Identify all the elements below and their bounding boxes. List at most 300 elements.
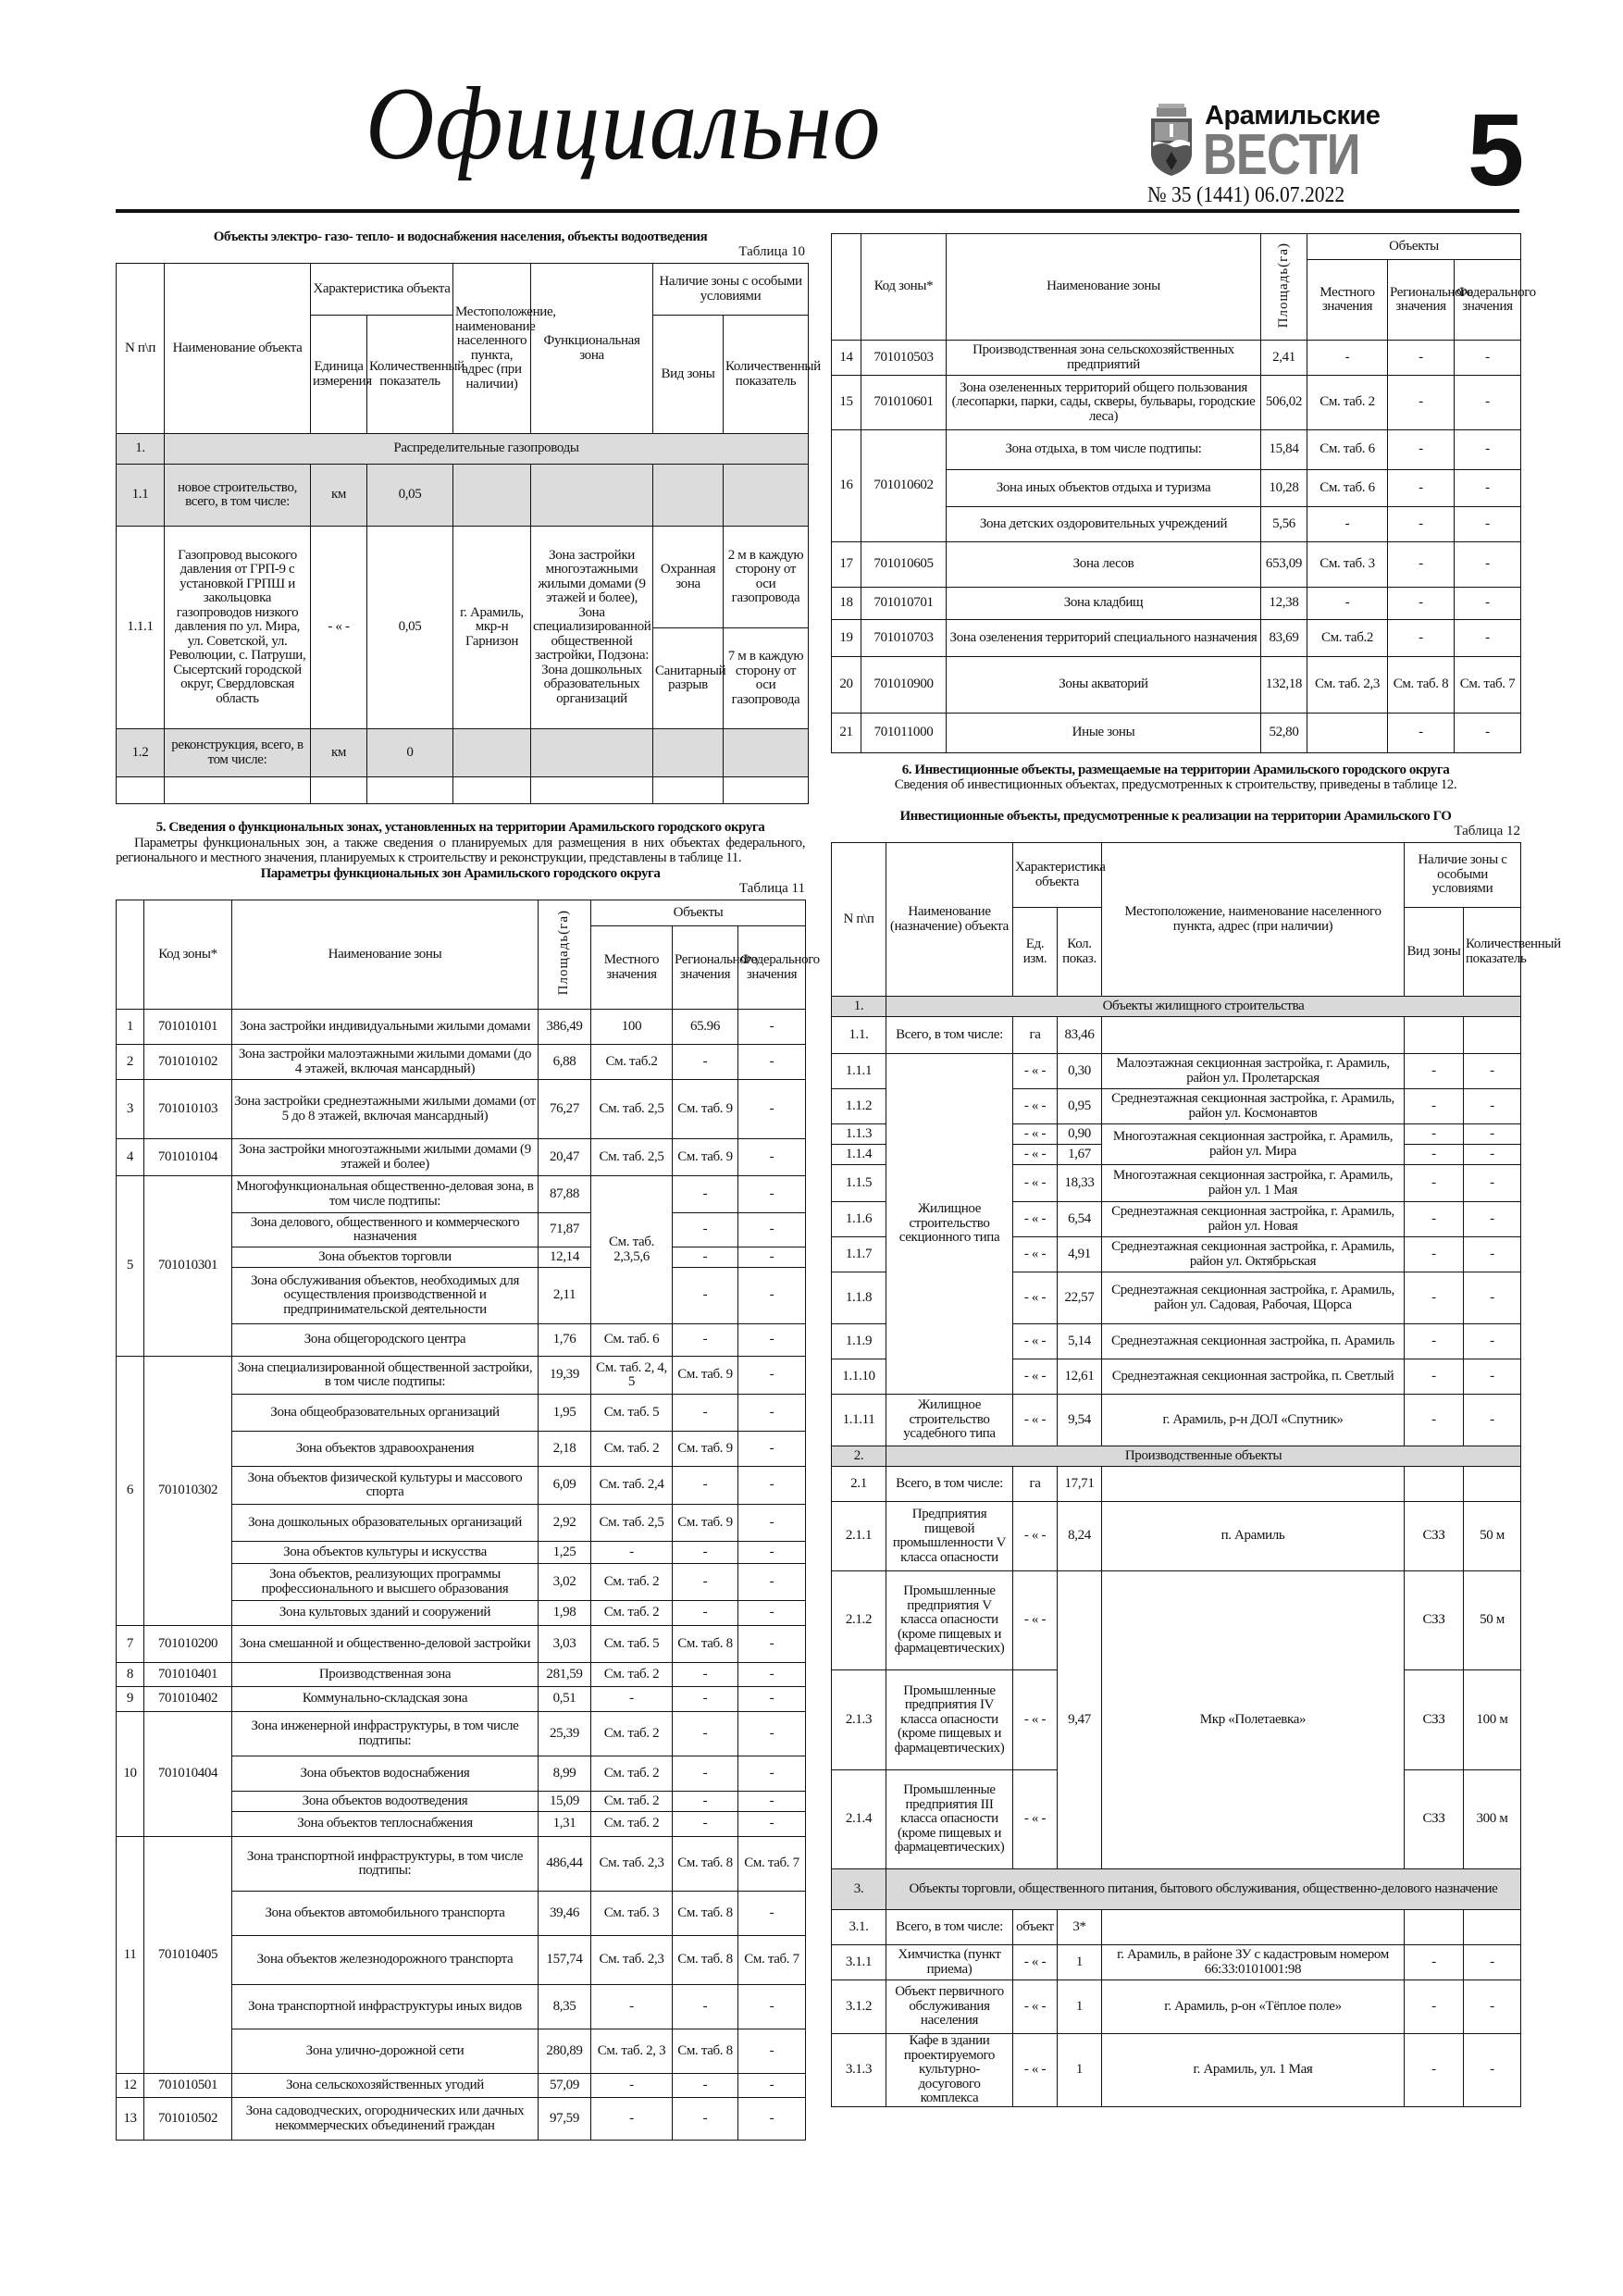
table-cell: 1,95 — [539, 1395, 591, 1432]
table-cell: - — [673, 1756, 738, 1792]
table-cell — [724, 465, 809, 527]
table-cell: - « - — [1013, 1670, 1058, 1770]
table-cell: 4,91 — [1058, 1237, 1102, 1272]
row-number-cell: Зона объектов, реализующих программы профессионального и высшего образования — [232, 1564, 539, 1601]
table-cell: 701010703 — [861, 620, 947, 657]
row-number-cell: 20 — [832, 657, 861, 714]
table-cell: См. таб. 8 — [673, 1837, 738, 1892]
table-cell: - « - — [1013, 1945, 1058, 1980]
table-cell: - — [1455, 341, 1521, 376]
table-11 — [116, 900, 820, 2141]
table-cell: - — [738, 1663, 806, 1687]
table-cell — [311, 777, 367, 804]
table-cell: - — [1455, 620, 1521, 657]
table-cell: 12,61 — [1058, 1359, 1102, 1395]
row-number-cell: 1. — [832, 997, 886, 1017]
table-cell: - — [1388, 542, 1455, 588]
column-header: Код зоны* — [861, 234, 947, 341]
table-row — [117, 777, 809, 804]
table-cell: См. таб. 2,3 — [1307, 657, 1388, 714]
row-number-cell: Зона культовых зданий и сооружений — [232, 1601, 539, 1626]
table-cell: 65.96 — [673, 1010, 738, 1045]
table-cell: - — [1405, 1054, 1464, 1089]
table-cell: 9,47 — [1058, 1571, 1102, 1869]
row-number-cell: 1.1.1 — [117, 527, 165, 729]
table-cell: Коммунально-складская зона — [232, 1687, 539, 1712]
table-row — [117, 434, 809, 465]
column-header-label: Площадь(га) — [556, 910, 572, 996]
table-row — [832, 2034, 1521, 2107]
header-rule — [116, 209, 1519, 213]
table-cell: 19,39 — [539, 1357, 591, 1395]
row-number-cell: Зона объектов железнодорожного транспорта — [232, 1936, 539, 1985]
table-cell: 653,09 — [1261, 542, 1307, 588]
table-cell: 2,18 — [539, 1432, 591, 1467]
table-cell: - — [591, 1687, 673, 1712]
table-cell: 701010103 — [144, 1080, 232, 1139]
table-cell: Среднеэтажная секционная застройка, г. Арамиль, район ул. Октябрьская — [1102, 1237, 1405, 1272]
issue-info: № 35 (1441) 06.07.2022 — [1147, 183, 1345, 207]
table-cell: См. таб. 8 — [673, 1892, 738, 1936]
table-cell: 12,38 — [1261, 588, 1307, 620]
table-cell: - « - — [1013, 1571, 1058, 1670]
table-cell — [1405, 1467, 1464, 1502]
table-cell: Зона садоводческих, огороднических или дачных некоммерческих объединений граждан — [232, 2098, 539, 2141]
table-cell — [653, 729, 724, 777]
table-cell: га — [1013, 1017, 1058, 1054]
row-number-cell: 9 — [117, 1687, 144, 1712]
row-number-cell: Зона объектов здравоохранения — [232, 1432, 539, 1467]
table-row — [117, 1687, 806, 1712]
row-number-cell: Зона детских оздоровительных учреждений — [947, 507, 1261, 542]
section-title: Официально — [365, 67, 882, 181]
section5-heading: 5. Сведения о функциональных зонах, установленных на территории Арамильского городского округа — [155, 820, 765, 835]
column-header: Наличие зоны с особыми условиями — [653, 264, 809, 316]
row-number-cell: 1.2 — [117, 729, 165, 777]
table-cell: Зона кладбищ — [947, 588, 1261, 620]
table-cell: - — [738, 1812, 806, 1837]
row-number-cell: 13 — [117, 2098, 144, 2141]
table-cell: 18,33 — [1058, 1165, 1102, 1202]
table-row — [117, 1176, 806, 1213]
row-number-cell: 3.1.1 — [832, 1945, 886, 1980]
column-header: Наименование объекта — [165, 264, 311, 434]
table-cell: 701010605 — [861, 542, 947, 588]
table-cell — [1102, 1910, 1405, 1945]
table-cell: Зона застройки многоэтажными жилыми домами (9 этажей и более) — [232, 1139, 539, 1176]
table-cell: 1,31 — [539, 1812, 591, 1837]
table-cell: - — [673, 1467, 738, 1505]
table-cell: - — [738, 1080, 806, 1139]
table-cell: 1,67 — [1058, 1145, 1102, 1165]
table-cell: - « - — [1013, 1980, 1058, 2034]
table-cell: См. таб. 5 — [591, 1395, 673, 1432]
table-cell: - « - — [1013, 1272, 1058, 1324]
table-cell: - — [1388, 620, 1455, 657]
table-cell: - — [1464, 1237, 1521, 1272]
row-number-cell: Зона общегородского центра — [232, 1324, 539, 1357]
table-cell — [1464, 1467, 1521, 1502]
table-cell: - — [673, 1687, 738, 1712]
table-cell: СЗЗ — [1405, 1502, 1464, 1571]
table-cell: 506,02 — [1261, 376, 1307, 430]
table-row — [832, 1054, 1521, 1089]
table-cell: - — [1455, 542, 1521, 588]
table-cell — [453, 777, 531, 804]
table-cell: - « - — [1013, 1089, 1058, 1124]
table-cell: 50 м — [1464, 1571, 1521, 1670]
table-cell: Мкр «Полетаевка» — [1102, 1571, 1405, 1869]
table-cell: г. Арамиль, мкр-н Гарнизон — [453, 527, 531, 729]
table-cell: 17,71 — [1058, 1467, 1102, 1502]
table-cell: 100 м — [1464, 1670, 1521, 1770]
table-cell: - — [738, 1756, 806, 1792]
row-number-cell: Зона объектов теплоснабжения — [232, 1812, 539, 1837]
row-number-cell: 1. — [117, 434, 165, 465]
table-cell: - — [1388, 714, 1455, 753]
table10-label: Таблица 10 — [738, 244, 805, 259]
table-cell: Зона смешанной и общественно-деловой застройки — [232, 1626, 539, 1663]
row-number-cell: 5 — [117, 1176, 144, 1357]
table-cell: Многоэтажная секционная застройка, г. Арамиль, район ул. Мира — [1102, 1124, 1405, 1165]
row-number-cell: 4 — [117, 1139, 144, 1176]
table-row — [117, 2074, 806, 2098]
table-cell: См. таб. 2,5 — [591, 1080, 673, 1139]
table-cell: 386,49 — [539, 1010, 591, 1045]
table-cell: 10,28 — [1261, 470, 1307, 507]
row-number-cell: 10 — [117, 1712, 144, 1837]
row-number-cell: Зона улично-дорожной сети — [232, 2029, 539, 2074]
table-cell: 701010501 — [144, 2074, 232, 2098]
row-number-cell: 1.1.5 — [832, 1165, 886, 1202]
table-cell: Охранная зона — [653, 527, 724, 628]
table-cell: См. таб. 2,5 — [591, 1139, 673, 1176]
row-number-cell: 1.1.2 — [832, 1089, 886, 1124]
row-number-cell: Зона объектов торговли — [232, 1247, 539, 1268]
table-row — [832, 1980, 1521, 2034]
table-cell — [165, 777, 311, 804]
table10-block — [116, 230, 821, 804]
table-cell: 2,92 — [539, 1505, 591, 1542]
table-cell: - — [738, 1247, 806, 1268]
table-row — [832, 657, 1521, 714]
table-cell: 701010301 — [144, 1176, 232, 1357]
table-cell: - — [591, 2074, 673, 2098]
table-cell: См. таб. 2,4 — [591, 1467, 673, 1505]
table-cell: - — [738, 1792, 806, 1812]
table-cell: Промышленные предприятия III класса опасности (кроме пищевых и фармацевтических) — [886, 1770, 1013, 1869]
row-number-cell: 1.1. — [832, 1017, 886, 1054]
table-cell: - — [1307, 588, 1388, 620]
table-cell: См. таб. 8 — [673, 2029, 738, 2074]
table-cell: - — [738, 1712, 806, 1756]
table-cell: См. таб. 8 — [1388, 657, 1455, 714]
table-cell: - « - — [1013, 1502, 1058, 1571]
table-row — [117, 465, 809, 527]
row-number-cell: 3. — [832, 1869, 886, 1910]
table-cell: СЗЗ — [1405, 1571, 1464, 1670]
table-cell: Зона застройки среднеэтажными жилыми домами (от 5 до 8 этажей, включая мансардный) — [232, 1080, 539, 1139]
table-cell: 87,88 — [539, 1176, 591, 1213]
column-header: Вид зоны — [1405, 908, 1464, 997]
table-cell: Многофункциональная общественно-деловая зона, в том числе подтипы: — [232, 1176, 539, 1213]
table-cell: Зона специализированной общественной застройки, в том числе подтипы: — [232, 1357, 539, 1395]
row-number-cell: 1.1.6 — [832, 1202, 886, 1237]
table-cell: См. таб. 2,3 — [591, 1936, 673, 1985]
table-cell: км — [311, 465, 367, 527]
table-row — [832, 1571, 1521, 1670]
table-cell: См. таб. 9 — [673, 1357, 738, 1395]
table-cell: Промышленные предприятия V класса опасности (кроме пищевых и фармацевтических) — [886, 1571, 1013, 1670]
table-cell: - — [738, 1687, 806, 1712]
table-cell: Среднеэтажная секционная застройка, п. Арамиль — [1102, 1324, 1405, 1359]
table-cell: 3* — [1058, 1910, 1102, 1945]
table-cell: См. таб. 9 — [673, 1505, 738, 1542]
table-cell: 0 — [367, 729, 453, 777]
table-cell: 300 м — [1464, 1770, 1521, 1869]
table-cell: - « - — [1013, 1359, 1058, 1395]
column-header: Наименование зоны — [947, 234, 1261, 341]
table-cell: - « - — [1013, 1054, 1058, 1089]
table-cell: См. таб. 2,3,5,6 — [591, 1176, 673, 1324]
table-cell: 3,03 — [539, 1626, 591, 1663]
table-cell: - — [738, 1432, 806, 1467]
table-cell: - — [1388, 376, 1455, 430]
column-header: Наименование зоны — [232, 900, 539, 1010]
table-row — [832, 1502, 1521, 1571]
table-cell: 157,74 — [539, 1936, 591, 1985]
column-header: Характеристика объекта — [311, 264, 453, 316]
table-cell: 701010302 — [144, 1357, 232, 1626]
table-cell — [531, 777, 653, 804]
table-row — [117, 1357, 806, 1395]
row-number-cell: 8 — [117, 1663, 144, 1687]
table-cell: 5,56 — [1261, 507, 1307, 542]
table-cell: Производственная зона сельскохозяйственных предприятий — [947, 341, 1261, 376]
table-cell: Зона отдыха, в том числе подтипы: — [947, 430, 1261, 470]
table-cell: См. таб. 2 — [591, 1564, 673, 1601]
table-cell: - — [1464, 1272, 1521, 1324]
row-number-cell: 6 — [117, 1357, 144, 1626]
table-cell: 1 — [1058, 1945, 1102, 1980]
table-cell: - — [1455, 430, 1521, 470]
table-cell: 1,25 — [539, 1542, 591, 1564]
row-number-cell: 2.1 — [832, 1467, 886, 1502]
table12-title: Инвестиционные объекты, предусмотренные к реализации на территории Арамильского ГО — [899, 809, 1452, 824]
table-cell: - — [1388, 470, 1455, 507]
table-cell: - — [1405, 1165, 1464, 1202]
table-cell: 0,05 — [367, 527, 453, 729]
table-cell — [1307, 714, 1388, 753]
row-number-cell: 11 — [117, 1837, 144, 2074]
header-row — [117, 264, 809, 316]
row-number-cell: 3.1. — [832, 1910, 886, 1945]
table-cell: - « - — [1013, 1237, 1058, 1272]
table-cell: 701010602 — [861, 430, 947, 542]
row-number-cell: 1.1 — [117, 465, 165, 527]
table-row — [832, 714, 1521, 753]
table-cell: Зона застройки малоэтажными жилыми домами (до 4 этажей, включая мансардный) — [232, 1045, 539, 1080]
table-cell: Зона озелененных территорий общего пользования (лесопарки, парки, сады, скверы, бульвары, городские леса) — [947, 376, 1261, 430]
table-row — [117, 1626, 806, 1663]
table-cell: - — [738, 1505, 806, 1542]
table-cell — [1102, 1017, 1405, 1054]
column-header: Объекты — [591, 900, 806, 926]
table-row — [832, 430, 1521, 470]
table-cell: 57,09 — [539, 2074, 591, 2098]
table-cell: Зона инженерной инфраструктуры, в том числе подтипы: — [232, 1712, 539, 1756]
newspaper-logo-top: Арамильские — [1205, 101, 1381, 130]
table-cell: - — [1464, 1359, 1521, 1395]
table-cell: См. таб. 2 — [591, 1812, 673, 1837]
table-row — [117, 1010, 806, 1045]
table-cell: 52,80 — [1261, 714, 1307, 753]
table-cell: - — [673, 1213, 738, 1247]
table-cell: - — [738, 1045, 806, 1080]
table-cell: - — [738, 1176, 806, 1213]
section6-paragraph: Сведения об инвестиционных объектах, предусмотренных к строительству, приведены в таблице 12. — [894, 777, 1457, 792]
table-cell: См. таб. 6 — [1307, 430, 1388, 470]
table-cell: СЗЗ — [1405, 1670, 1464, 1770]
table-cell: 3,02 — [539, 1564, 591, 1601]
table-cell: Объекты торговли, общественного питания, бытового обслуживания, общественно-делового назначение — [886, 1869, 1521, 1910]
table-cell: См. таб. 2 — [1307, 376, 1388, 430]
table-cell: 6,09 — [539, 1467, 591, 1505]
table-cell: - — [1405, 1395, 1464, 1446]
row-number-cell: 1 — [117, 1010, 144, 1045]
table-cell: реконструкция, всего, в том числе: — [165, 729, 311, 777]
table-cell: См. таб. 2 — [591, 1756, 673, 1792]
column-header: Местного значения — [1307, 260, 1388, 341]
row-number-cell: 1.1.10 — [832, 1359, 886, 1395]
row-number-cell: 3.1.3 — [832, 2034, 886, 2107]
table-row — [117, 1663, 806, 1687]
table-cell: 5,14 — [1058, 1324, 1102, 1359]
table-cell: - — [673, 1324, 738, 1357]
table-cell: - — [1405, 1324, 1464, 1359]
row-number-cell: Зона иных объектов отдыха и туризма — [947, 470, 1261, 507]
table-cell: 486,44 — [539, 1837, 591, 1892]
table-cell: новое строительство, всего, в том числе: — [165, 465, 311, 527]
column-header: Объекты — [1307, 234, 1521, 260]
table-cell: 0,30 — [1058, 1054, 1102, 1089]
table-cell: 15,84 — [1261, 430, 1307, 470]
table-cell: См. таб. 2,3 — [591, 1837, 673, 1892]
table-cell: - — [673, 1247, 738, 1268]
row-number-cell: 2.1.2 — [832, 1571, 886, 1670]
table-cell — [653, 777, 724, 804]
row-number-cell: Зона объектов культуры и искусства — [232, 1542, 539, 1564]
table-row — [117, 1045, 806, 1080]
table-cell: См. таб. 9 — [673, 1080, 738, 1139]
row-number-cell: Зона объектов водоснабжения — [232, 1756, 539, 1792]
column-header: Местоположение, наименование населенного пункта, адрес (при наличии) — [453, 264, 531, 434]
table-cell: - — [738, 2098, 806, 2141]
table-cell: См. таб. 2 — [591, 1601, 673, 1626]
table-cell: Распределительные газопроводы — [165, 434, 809, 465]
table-cell: Среднеэтажная секционная застройка, п. Светлый — [1102, 1359, 1405, 1395]
table-cell: - « - — [1013, 1145, 1058, 1165]
table-cell: - « - — [1013, 1395, 1058, 1446]
table-row — [117, 527, 809, 628]
table-row — [832, 620, 1521, 657]
table-cell: - « - — [311, 527, 367, 729]
column-header: N п\п — [117, 264, 165, 434]
coat-of-arms-icon — [1147, 104, 1196, 178]
table-cell: - — [1307, 507, 1388, 542]
table-cell: 12,14 — [539, 1247, 591, 1268]
table-cell — [1464, 1017, 1521, 1054]
table-cell: 2,11 — [539, 1268, 591, 1324]
table-cell: 281,59 — [539, 1663, 591, 1687]
newspaper-logo-main: ВЕСТИ — [1203, 123, 1360, 187]
column-header — [1261, 234, 1307, 341]
table-cell: Многоэтажная секционная застройка, г. Арамиль, район ул. 1 Мая — [1102, 1165, 1405, 1202]
table-cell: 280,89 — [539, 2029, 591, 2074]
table-cell: Зона застройки индивидуальными жилыми домами — [232, 1010, 539, 1045]
table-cell: г. Арамиль, ул. 1 Мая — [1102, 2034, 1405, 2107]
table-cell: 15,09 — [539, 1792, 591, 1812]
table-row — [117, 1837, 806, 1892]
table-cell: - — [1464, 2034, 1521, 2107]
section-row — [832, 1446, 1521, 1467]
section6-heading: 6. Инвестиционные объекты, размещаемые на территории Арамильского городского округа — [901, 763, 1450, 777]
table-cell: Среднеэтажная секционная застройка, г. Арамиль, район ул. Садовая, Рабочая, Щорса — [1102, 1272, 1405, 1324]
table-cell: См. таб.2 — [1307, 620, 1388, 657]
table-cell: Всего, в том числе: — [886, 1910, 1013, 1945]
table-cell: 2,41 — [1261, 341, 1307, 376]
row-number-cell: Зона объектов водоотведения — [232, 1792, 539, 1812]
table-cell: Промышленные предприятия IV класса опасности (кроме пищевых и фармацевтических) — [886, 1670, 1013, 1770]
table-cell: Производственная зона — [232, 1663, 539, 1687]
table-cell: 0,95 — [1058, 1089, 1102, 1124]
table-cell: 6,54 — [1058, 1202, 1102, 1237]
table-row — [117, 1080, 806, 1139]
table-cell: 701011000 — [861, 714, 947, 753]
table-cell: 71,87 — [539, 1213, 591, 1247]
table-cell: 50 м — [1464, 1502, 1521, 1571]
table-cell: га — [1013, 1467, 1058, 1502]
table-cell: - — [1464, 1980, 1521, 2034]
table-cell: - — [591, 1985, 673, 2029]
column-header: Федерального значения — [738, 926, 806, 1010]
table-cell: - « - — [1013, 1165, 1058, 1202]
table-cell: - — [673, 1176, 738, 1213]
table-cell: 39,46 — [539, 1892, 591, 1936]
table-cell: 83,46 — [1058, 1017, 1102, 1054]
table-cell: - — [673, 1792, 738, 1812]
row-number-cell: 2.1.1 — [832, 1502, 886, 1571]
table-cell: - — [1464, 1395, 1521, 1446]
table-cell: СЗЗ — [1405, 1770, 1464, 1869]
table-cell: - — [673, 1985, 738, 2029]
column-header: Наличие зоны с особыми условиями — [1405, 843, 1521, 908]
table10-title: Объекты электро- газо- тепло- и водоснабжения населения, объекты водоотведения — [213, 230, 708, 244]
table-cell: - — [1464, 1945, 1521, 1980]
table-cell: 0,05 — [367, 465, 453, 527]
column-header — [117, 900, 144, 1010]
table-row — [832, 1910, 1521, 1945]
table-row — [832, 341, 1521, 376]
row-number-cell: 7 — [117, 1626, 144, 1663]
table-cell: См. таб. 3 — [591, 1892, 673, 1936]
column-header: Местоположение, наименование населенного пункта, адрес (при наличии) — [1102, 843, 1405, 997]
table-cell: См. таб. 9 — [673, 1139, 738, 1176]
column-header: Регионального значения — [673, 926, 738, 1010]
column-header: Код зоны* — [144, 900, 232, 1010]
table-cell: 9,54 — [1058, 1395, 1102, 1446]
table-cell: См. таб. 2 — [591, 1663, 673, 1687]
